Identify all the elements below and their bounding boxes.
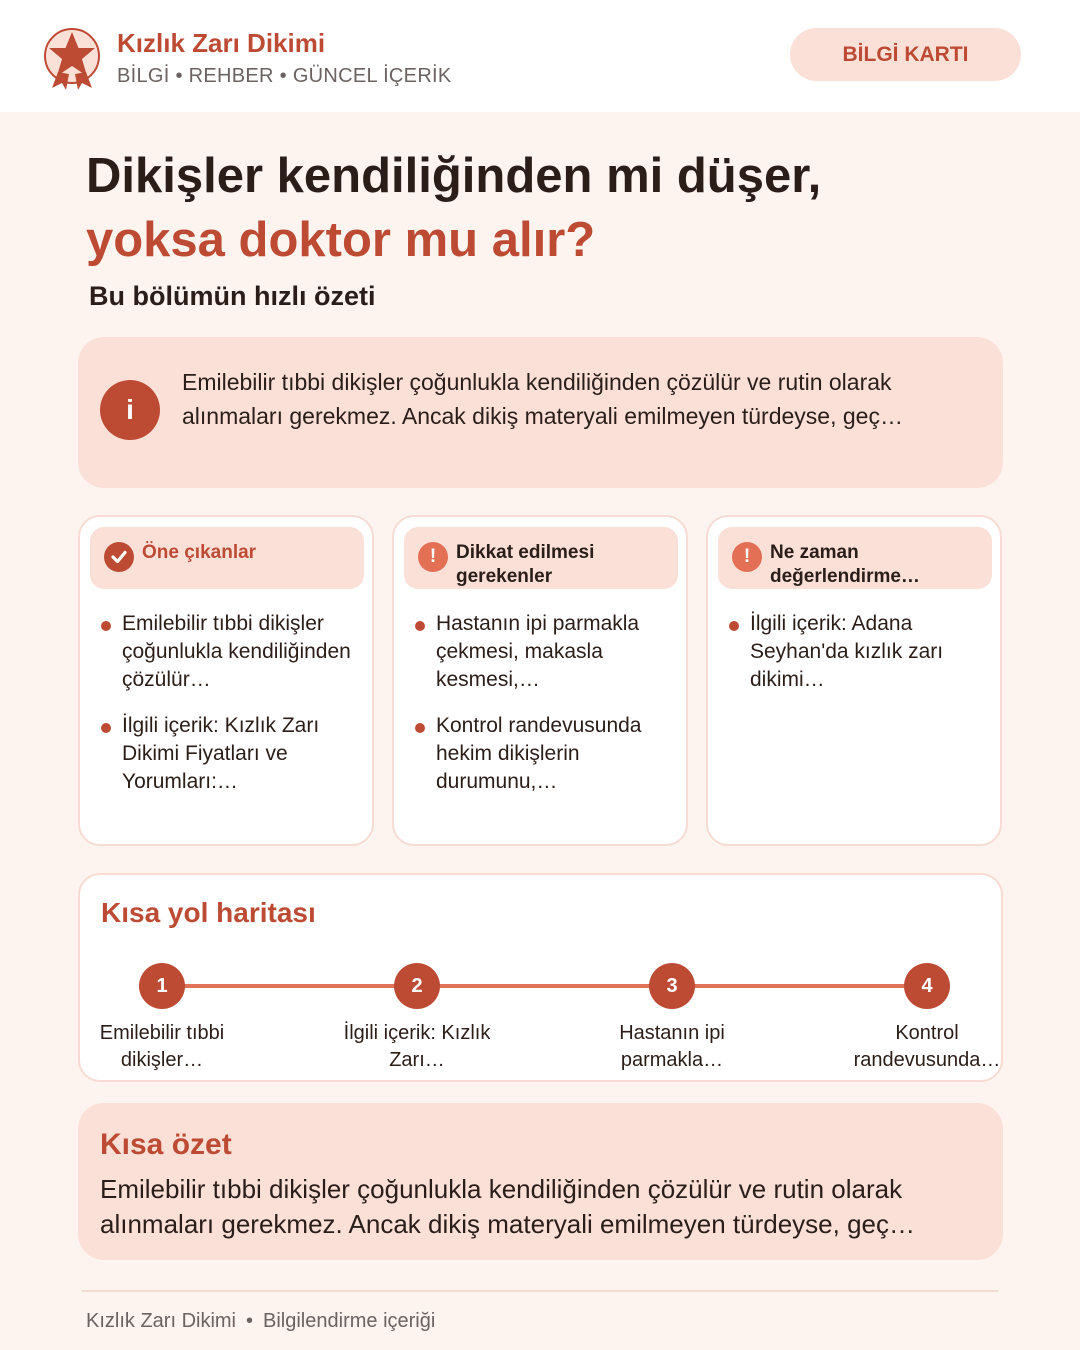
list-item-text: Kontrol randevusunda hekim dikişlerin durumunu,… (436, 714, 642, 793)
info-card-badge: BİLGİ KARTI (790, 28, 1021, 81)
bullet-list (414, 610, 676, 814)
bullet-dot (415, 723, 425, 733)
roadmap-step-label: Emilebilir tıbbi dikişler… (99, 1022, 225, 1071)
card-header (90, 527, 364, 589)
summary-title: Kısa özet (100, 1128, 232, 1161)
brand-title: Kızlık Zarı Dikimi (117, 28, 326, 58)
list-item-text: Emilebilir tıbbi dikişler çoğunlukla kendiliğinden çözülür… (122, 612, 351, 691)
bullet-dot (415, 621, 425, 631)
roadmap-step-4: 4 (904, 963, 950, 1009)
card-title: Dikkat edilmesi gerekenler (456, 542, 595, 587)
card-header (404, 527, 678, 589)
roadmap-step-label: Hastanın ipi parmakla… (619, 1022, 725, 1071)
list-item (728, 610, 990, 694)
list-item (100, 712, 362, 796)
card-header (718, 527, 992, 589)
summary-text: Emilebilir tıbbi dikişler çoğunlukla kendiliğinden çözülür ve rutin olarak alınmaları gerekmez. Ancak dikiş materyali emilmeyen türdeyse, geç… (100, 1174, 915, 1239)
card-cautions (392, 515, 688, 846)
list-item-text: Hastanın ipi parmakla çekmesi, makasla kesmesi,… (436, 612, 640, 691)
list-item (414, 712, 676, 796)
header (0, 0, 1080, 112)
roadmap-step-1: 1 (139, 963, 185, 1009)
footer-brand: Kızlık Zarı Dikimi (86, 1310, 236, 1332)
card-title: Ne zaman değerlendirme… (770, 542, 920, 587)
roadmap-line (160, 984, 927, 988)
bullet-dot (101, 723, 111, 733)
card-title: Öne çıkanlar (142, 542, 257, 563)
brand-tagline: BİLGİ • REHBER • GÜNCEL İÇERİK (117, 65, 452, 87)
footer-separator: • (246, 1310, 254, 1332)
roadmap (78, 873, 1003, 1082)
footer-divider (82, 1290, 998, 1292)
roadmap-step-label: Kontrol randevusunda… (853, 1022, 1001, 1071)
page-title-accent: yoksa doktor mu alır? (86, 213, 596, 267)
section-subtitle: Bu bölümün hızlı özeti (89, 281, 376, 311)
card-highlights (78, 515, 374, 846)
star-seal-icon (42, 26, 102, 90)
list-item (100, 610, 362, 694)
info-icon: i (100, 380, 160, 440)
list-item-text: İlgili içerik: Kızlık Zarı Dikimi Fiyatları ve Yorumları:… (122, 714, 320, 793)
list-item (414, 610, 676, 694)
list-item-text: İlgili içerik: Adana Seyhan'da kızlık zarı dikimi… (750, 612, 944, 691)
bullet-dot (101, 621, 111, 631)
info-text: Emilebilir tıbbi dikişler çoğunlukla kendiliğinden çözülür ve rutin olarak alınmaları gerekmez. Ancak dikiş materyali emilmeyen türdeyse, geç… (182, 369, 903, 429)
exclamation-circle-icon: ! (418, 542, 448, 572)
exclamation-circle-icon: ! (732, 542, 762, 572)
footer-text: Bilgilendirme içeriği (263, 1310, 436, 1332)
roadmap-step-label: İlgili içerik: Kızlık Zarı… (343, 1022, 491, 1071)
bullet-dot (729, 621, 739, 631)
footer (86, 1310, 435, 1333)
bullet-list (100, 610, 362, 814)
page-title: Dikişler kendiliğinden mi düşer, (86, 149, 822, 203)
info-callout (78, 337, 1003, 488)
bullet-list (728, 610, 990, 712)
card-when-to-evaluate (706, 515, 1002, 846)
roadmap-step-3: 3 (649, 963, 695, 1009)
roadmap-title: Kısa yol haritası (101, 897, 316, 928)
roadmap-step-2: 2 (394, 963, 440, 1009)
check-circle-icon (104, 542, 134, 572)
